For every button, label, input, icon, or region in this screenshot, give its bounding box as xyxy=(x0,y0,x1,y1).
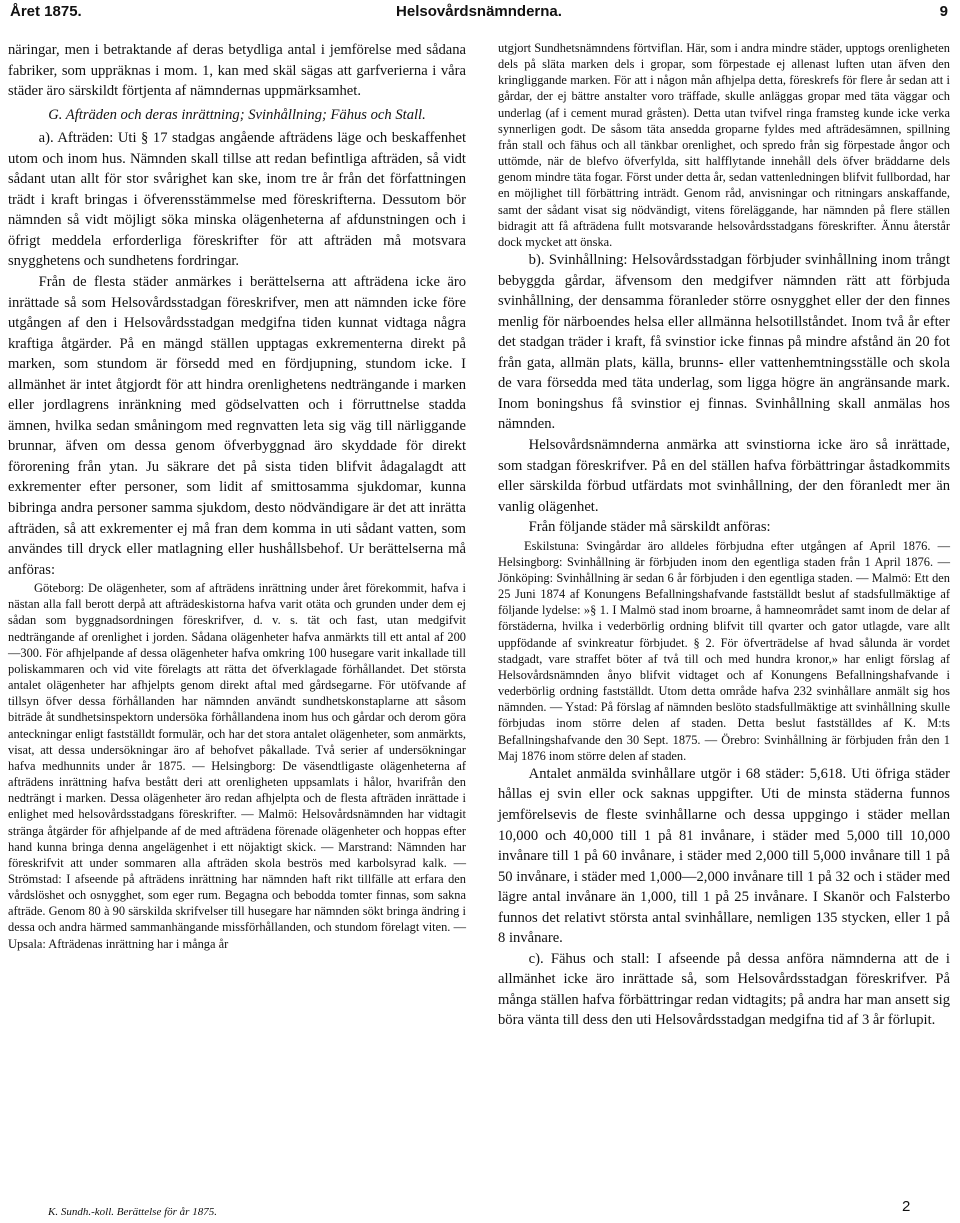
paragraph: Göteborg: De olägenheter, som af afträdens inrättning under året förekommit, hafva i nästan alla fall berott derpå att afträdeskistorna hafva varit otäta och grunden under dem ej sådan som byggnadsordningen föreskrifver, d. v. s. tät och fast, utan medgifvit nedträngande af orenlighet i jorden. Sådana olägenheter hafva anmärkts till ett antal af 200—300. För afhjelpande af dessa olägenheter hafva omkring 100 husegare varit inkallade till poliskammaren och vid vite förelagts att rätta det öfverklagade förhållandet. Det största antalet olägenheter har afhjelpts genom direkt aftal med gårdsegarne. För utöfvande af tillsyn öfver dessa förhållanden har nämnden användt sundhetskonstaplarne att såsom biträde åt sundhetsinspektorn undersöka förhållandena inom hus och gårdar och derom göra anteckningar enligt fastställdt formulär, och har det stora antalet olägenheter, som anmärkts, visat, att dessa undersökningar äro af behofvet påkallade. Två serier af undersökningar hafva medhunnits under år 1875. — Helsingborg: De väsendtligaste olägenheterna af afträdens inrättning hafva bestått deri att orenligheten uppsamlats i hålor, hvarifrån den nedträngt i marken. Dessa olägenheter äro redan afhjelpta och de flesta afträden inrättade i enlighet med helsovårdsstadgans föreskrifter. — Malmö: Helsovårdsnämnden har vidtagit stränga åtgärder för afhjelpande af de med afträdena förenade olägenheter och hoppas efter hand kunna bringa denna angelägenhet i ett nöjaktigt skick. — Marstrand: Nämnden har föreskrifvit att under sommaren alla afträden skola beströs med karbolsyrad kalk. — Strömstad: I afseende på afträdens inrättning har nämnden haft rikt tillfälle att erfara den vårdslöshet och osnygghet, som eger rum. Begagna och bebodda tomter finnas, som sakna afträde. Genom 80 à 90 särskilda skrifvelser till husegare har nämnden sökt bringa ändring i dessa och andra härmed sammanhängande missförhållanden, och stundom förelagt viten. — Upsala: Afträdenas inrättning har i många år xyxy=(8,581,466,951)
paragraph: a). Afträden: Uti § 17 stadgas angående afträdens läge och beskaffenhet utom och inom hus. Nämnden skall tillse att redan befintliga afträden, så vidt sådant utan allt för stor svårighet kan ske, inom tre år från det författningen trädt i kraft bringas i öfverensstämmelse med föreskrifterna. Dessutom bör nämnden så vidt möjligt söka minska olägenheterna af afdunstningen och i öfrigt meddela erforderliga föreskrifter för att afträden må motsvara snygghetens och sundhetens fordringar. xyxy=(8,130,466,270)
right-column xyxy=(498,40,950,1031)
paragraph: Från följande städer må särskildt anföras: xyxy=(528,519,771,536)
paragraph: Eskilstuna: Svingårdar äro alldeles förbjudna efter utgången af April 1876. — Helsingborg: Svinhållning är förbjuden inom den egentliga staden från 1 April 1876. — Jönköping: Svinhållning är sedan 6 år förbjuden i den egentliga staden. — Malmö: Ett den 25 Juni 1874 af Konungens Befallningshafvande fastställdt beslut af stadsfullmäktige af följande lydelse: »§ 1. I Malmö stad inom broarne, å hamneområdet samt inom de delar af förstäderna, hvilka i vederbörlig ordning blifvit till qvarter och gator utlagde, vare allt uppfödande af svinkreatur förbjudet. § 2. För öfverträdelse af hvad sålunda är vordet stadgadt, vare straffet böter af två till och med hundra kronor,» har enligt förslag af Helsovårdsnämnden ånyo blifvit vidtaget och af Konungens Befallningshafvande i vederbörlig ordning fastställdt. Utom detta område hafva 232 svinhållare anmält sig hos nämnden. — Ystad: På förslag af nämnden beslöto stadsfullmäktige att svinhållning skulle förbjudas inom större delen af staden. Detta beslut fastställdes af K. M:ts Befallningshafvande den 30 Sept. 1875. — Örebro: Svinhållning är förbjuden från den 1 Maj 1876 inom större delen af staden. xyxy=(498,538,950,763)
header-year: Året 1875. xyxy=(10,3,82,20)
paragraph: utgjort Sundhetsnämndens förtviflan. Här, som i andra mindre städer, upptogs orenligheten dels på släta marken dels i gropar, som förpestade ej allenast luften utan äfven den kringliggande marken. För att i någon mån afhjelpa detta, föreskrefs för flere år sedan att i gårdar, der ej bättre anstalter voro träffade, skulle anläggas gropar med täta väggar och underlag (af i cement murad gråsten). Detta utan tvifvel ringa framsteg kunde icke verka synnerligen godt. De såsom täta ansedda groparne fyldes med afträdesämnen, spillning från stall och fähus och all tänkbar orenlighet, och spredo från sig förpestade ångor och uttömde, när de blefvo öfverfylda, sitt halfflytande innehåll dels öfver bräddarne dels genom mindre täta fogar. Först under detta år, sedan vattenledningen blifvit fullbordad, har en möjlighet till förbättring inträdt. Genom råd, anvisningar och ritningars anskaffande, samt der sådant visat sig nödvändigt, vitens föreläggande, har nämnden på flere ställen bidragit att få afträdena fullt motsvarande helsovårdsstadgans föreskrifter. Ännu återstår dock mycket att önska. xyxy=(498,41,950,249)
paragraph: Helsovårdsnämnderna anmärka att svinstiorna icke äro så inrättade, som stadgan föreskrifver. På en del ställen hafva förbättringar åstadkommits eller särskilda förbud utfärdats mot svinhållning, der den föranledt mer än vanlig olägenhet. xyxy=(498,436,950,515)
footer-note: K. Sundh.-koll. Berättelse för år 1875. xyxy=(48,1206,217,1218)
paragraph: näringar, men i betraktande af deras betydliga antal i jemförelse med sådana fabriker, som uppräknas i mom. 1, kan med skäl sägas att garfverierna i våra städer äro särskildt förtjenta af nämndernas uppmärksamhet. xyxy=(8,42,466,100)
paragraph: b). Svinhållning: Helsovårdsstadgan förbjuder svinhållning inom trångt bebyggda gårdar, äfvensom den medgifver nämnden rätt att förbjuda svinhållning, der densamma föranleder större osnygghet eller der den finnes menlig för närboendes helsa eller allmänna helsotillståndet. Inom två år efter det stadgan träder i kraft, få svinstior icke finnas på mindre afstånd än 20 fot från gata, allmän plats, källa, brunns- eller vattenhemtningsställe och skola de vara försedda med täta underlag, som ligga högre än angränsande mark. Inom boningshus få svinstior ej finnas. Svinhållning skall anmälas hos nämnden. xyxy=(498,252,950,433)
running-header xyxy=(10,3,948,25)
paragraph: Antalet anmälda svinhållare utgör i 68 städer: 5,618. Uti öfriga städer hållas ej svin eller ock saknas uppgifter. Uti de minsta städerna funnos jemförelsevis de fleste svinhållarne och dessa uppgingo i städer mellan 10,000 och 40,000 till 1 på 81 invånare, i städer med 5,000 till 10,000 invånare till 1 på 60 invånare, i städer med 2,000 till 5,000 invånare till 1 på 50 invånare, i städer med 1,000—2,000 invånare till 1 på 32 och i städer med lägre antal invånare än 1,000, till 1 på 25 invånare. I Skanör och Falsterbo funnos det relativt största antal svinhållare, nemligen 135 stycken, eller 1 på 8 invånare. xyxy=(498,765,950,947)
left-column xyxy=(8,40,466,952)
paragraph: c). Fähus och stall: I afseende på dessa anföra nämnderna att de i allmänhet icke äro inrättade så, som Helsovårdsstadgan föreskrifver. På många ställen hafva förbättringar redan vidtagits; på andra har man ansett sig böra vänta till dess den uti Helsovårdsstadgan medgifna tid af 3 år förlupit. xyxy=(498,950,950,1029)
paragraph: Från de flesta städer anmärkes i berättelserna att afträdena icke äro inrättade så som Helsovårdsstadgan föreskrifver, men att nämnden icke före utgången af den i Helsovårdsstadgan medgifna tiden kunnat vidtaga några kraftiga åtgärder. På en mängd ställen upptagas exkrementerna direkt på marken, som stundom är försedd med en fördjupning, stundom icke. I allmänhet är intet åtgjordt för att hindra orenlighetens nedträngande i marken eller jordlagrens inränkning med gödselvatten och i förruttnelse stadda ämnen, hvilka sedan småningom med regnvatten leta sig väg till närliggande brunnar, äfven om dessa genom öfverbyggnad äro skyddade för direkt förorening från ytan. Ju säkrare det på sista tiden blifvit ådagalagdt att exkrementer efter personer, som lidit af smittosamma sjukdomar, kunna bibringa andra personer samma sjukdom, desto nödvändigare är det att inrätta afträden, så att exkrementer ej må fran dem komma in uti sådant vatten, som användes till dryck eller matlagning eller hushållsbehof. Ur berättelserna må anföras: xyxy=(8,273,466,578)
header-title: Helsovårdsnämnderna. xyxy=(396,3,562,20)
section-heading: G. Afträden och deras inrättning; Svinhållning; Fähus och Stall. xyxy=(48,106,426,123)
page-number: 9 xyxy=(939,3,948,20)
signature-mark: 2 xyxy=(902,1198,911,1215)
